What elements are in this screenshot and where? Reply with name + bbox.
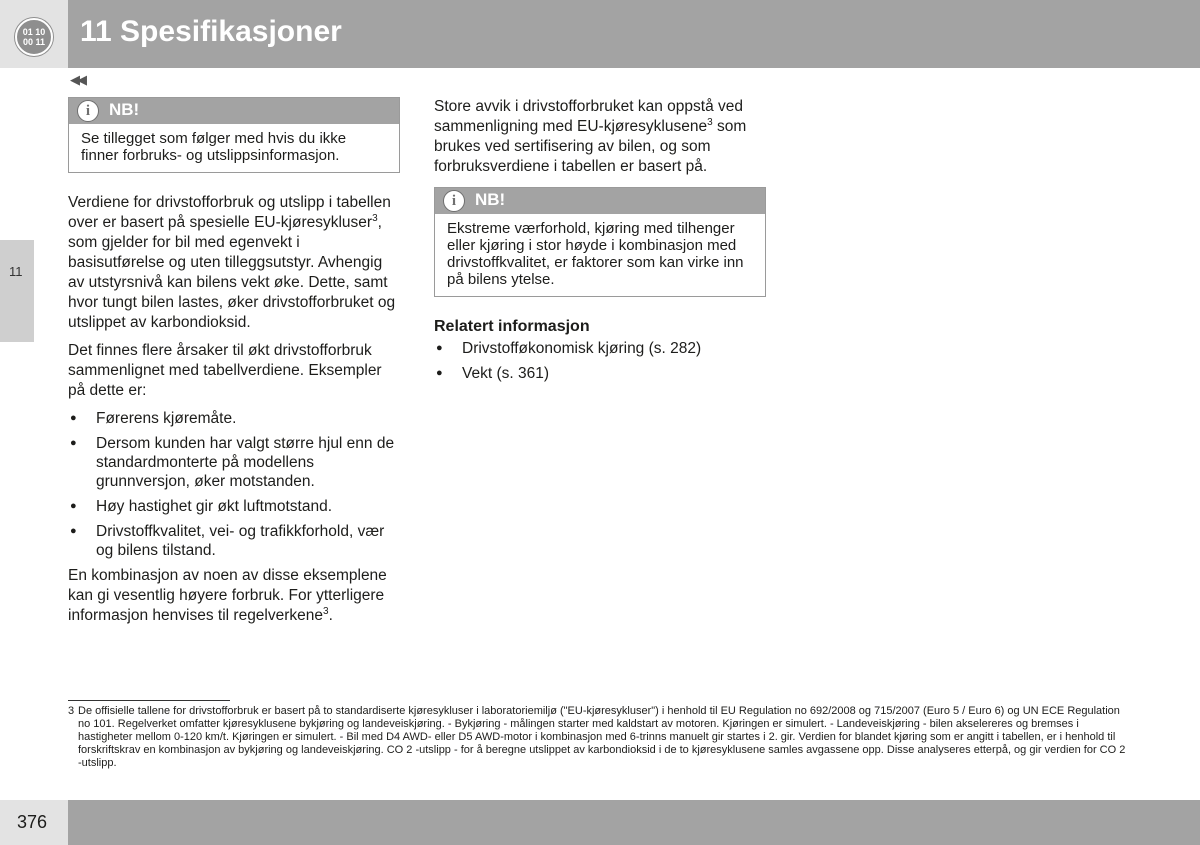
paragraph: Verdiene for drivstofforbruk og utslipp i tabellen over er basert på spesielle EU-kjøresykluser$^3$, som gjelder for bil med egenvekt i basisutførelse og uten tilleggsutstyr. Avhengig av utstyrsnivå kan bilens vekt øke. Dette, samt hvor tungt bilen lastes, øker drivstofforbruket og utslippet av karbondioksid. — [68, 194, 396, 331]
left-column — [68, 97, 400, 634]
paragraph: Store avvik i drivstofforbruket kan oppstå ved sammenligning med EU-kjøresyklusene$^3$ som brukes ved sertifisering av bilen, og som forbruksverdiene i tabellen er basert på. — [434, 98, 747, 175]
note-label: NB! — [475, 190, 506, 209]
footnote-number: 3 — [68, 705, 75, 717]
header-badge-area — [0, 0, 68, 68]
chapter-side-tab-label: 11 — [9, 264, 23, 279]
list-item: ● Drivstoffkvalitet, vei- og trafikkforhold, vær og bilens tilstand. — [68, 522, 400, 560]
page-number: 376 — [17, 812, 48, 832]
paragraph: Det finnes flere årsaker til økt drivstofforbruk sammenlignet med tabellverdiene. Eksempler på dette er: — [68, 342, 382, 399]
list-item: ● Høy hastighet gir økt luftmotstand. — [68, 497, 400, 516]
info-icon: i — [77, 100, 99, 122]
paragraph: En kombinasjon av noen av disse eksemplene kan gi vesentlig høyere forbruk. For ytterligere informasjon henvises til regelverkene$^3$. — [68, 567, 387, 624]
footnote — [68, 705, 1128, 770]
note-text: Se tillegget som følger med hvis du ikke finner forbruks- og utslippsinformasjon. — [81, 130, 347, 164]
note-header — [435, 188, 765, 214]
related-links-list — [434, 339, 766, 383]
badge-line-1: 01 10 — [22, 27, 46, 37]
page-header — [0, 0, 1200, 68]
chapter-badge-icon — [15, 18, 53, 56]
related-info-heading: Relatert informasjon — [434, 318, 590, 335]
footer-page-area — [0, 800, 68, 845]
page-footer — [0, 800, 1200, 845]
list-item: ● Førerens kjøremåte. — [68, 409, 400, 428]
related-link[interactable]: ● Vekt (s. 361) — [434, 364, 766, 383]
footnote-divider — [68, 700, 230, 701]
page-title: 11 Spesifikasjoner — [80, 15, 342, 48]
chapter-side-tab — [0, 240, 34, 342]
bullet-list — [68, 409, 400, 560]
footnote-text: De offisielle tallene for drivstofforbruk er basert på to standardiserte kjøresykluser i laboratoriemiljø ("EU-kjøresykluser") i henhold til EU Regulation no 692/2008 og 715/2007 (Euro 5 / Euro 6) og UN ECE Regulation no 101. Regelverket omfatter kjøresyklusene bykjøring og landeveiskjøring. - Bykjøring - målingen starter med kaldstart av motoren. Kjøringen er simulert. - Landeveiskjøring - bilen akselereres og bremses i hastigheter mellom 0-120 km/t. Kjøringen er simulert. - Bil med D4 AWD- eller D5 AWD-motor i kombinasjon med 6-trinns manuelt gir startes i 2. gir. Verdien for blandet kjøring som er angitt i tabellen, er i henhold til forskriftskrav en kombinasjon av bykjøring og landeveiskjøring. CO 2 -utslipp - for å beregne utslippet av karbondioksid i de to kjøresyklusene samles avgassene opp. Disse analyseres etterpå, og gir verdien for CO 2 -utslipp. — [78, 705, 1126, 769]
info-icon: i — [443, 190, 465, 212]
note-header — [69, 98, 399, 124]
badge-line-2: 00 11 — [22, 37, 46, 47]
related-link[interactable]: ● Drivstofføkonomisk kjøring (s. 282) — [434, 339, 766, 358]
note-text: Ekstreme værforhold, kjøring med tilhenger eller kjøring i stor høyde i kombinasjon med drivstoffkvalitet, er faktorer som kan virke inn på bilens ytelse. — [447, 220, 744, 288]
right-column — [434, 97, 766, 389]
note-box — [68, 97, 400, 173]
back-arrows-icon[interactable]: ◀◀ — [70, 72, 84, 87]
note-label: NB! — [109, 100, 140, 119]
list-item: ● Dersom kunden har valgt større hjul enn de standardmonterte på modellens grunnversjon, øker motstanden. — [68, 434, 400, 491]
note-box — [434, 187, 766, 297]
